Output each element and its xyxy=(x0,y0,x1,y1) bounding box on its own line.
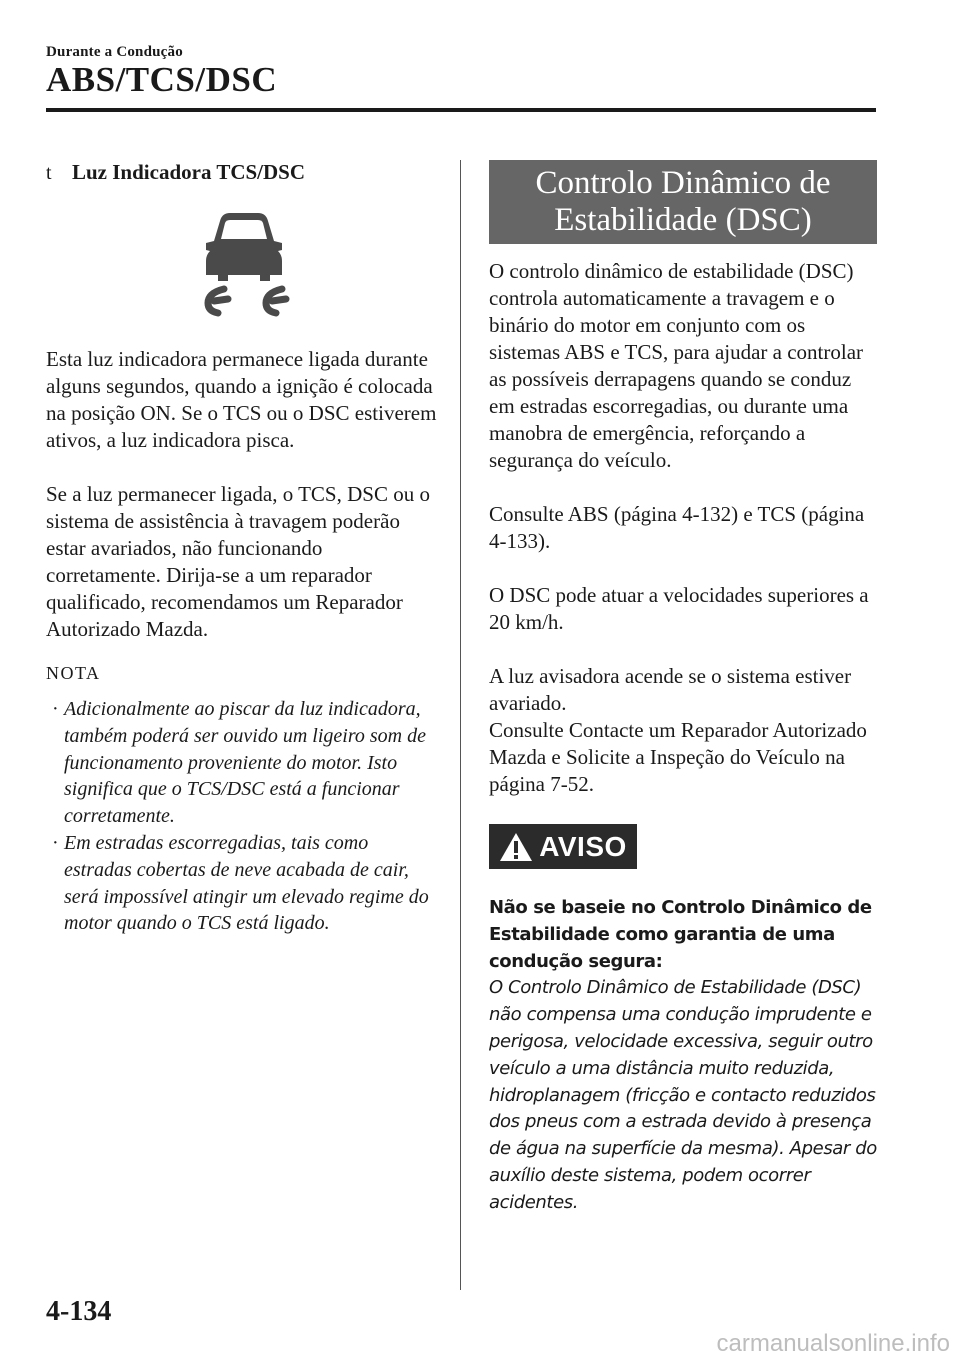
note-text-1: Adicionalmente ao piscar da luz indicadora, também poderá ser ouvido um ligeiro som de funcionamento proveniente do motor. Isto significa que o TCS/DSC está a funcionar corretamente. xyxy=(64,698,426,828)
warning-text xyxy=(489,895,881,1217)
indicator-heading-text: Luz Indicadora TCS/DSC xyxy=(72,160,306,184)
dsc-paragraph-1: O controlo dinâmico de estabilidade (DSC) controla automaticamente a travagem e o binário do motor em conjunto com os sistemas ABS e TCS, para ajudar a controlar as possíveis derrapagens quando se conduz em estradas escorregadias, ou durante uma manobra de emergência, reforçando a segurança do veículo. xyxy=(489,259,864,472)
warning-label: AVISO xyxy=(539,830,627,862)
dsc-title-box xyxy=(489,160,877,244)
left-column xyxy=(46,160,441,937)
dsc-paragraph-5: Consulte Contacte um Reparador Autorizado Mazda e Solicite a Inspeção do Veículo na página 7-52. xyxy=(489,718,867,796)
note-list xyxy=(46,696,441,937)
note-title: NOTA xyxy=(46,663,101,683)
watermark: carmanualsonline.info xyxy=(716,1330,950,1357)
section-label: Durante a Condução xyxy=(46,44,183,60)
indicator-heading xyxy=(46,160,441,185)
dsc-title-line-1: Controlo Dinâmico de xyxy=(535,165,831,201)
warning-bold-text: Não se baseie no Controlo Dinâmico de Estabilidade como garantia de uma condução segura: xyxy=(489,897,872,972)
note-text-2: Em estradas escorregadias, tais como estradas cobertas de neve acabada de cair, será impossível atingir um elevado regime do motor quando o TCS está ligado. xyxy=(64,831,429,935)
chapter-title: ABS/TCS/DSC xyxy=(46,60,278,99)
indicator-paragraph-1: Esta luz indicadora permanece ligada durante alguns segundos, quando a ignição é colocada na posição ON. Se o TCS ou o DSC estiverem ativos, a luz indicadora pisca. xyxy=(46,347,437,452)
warning-triangle-icon xyxy=(499,832,533,862)
header-rule xyxy=(46,108,876,112)
note-item xyxy=(46,830,441,937)
column-divider xyxy=(460,160,461,1290)
dsc-paragraph-2: Consulte ABS (página 4-132) e TCS (página 4-133). xyxy=(489,502,865,553)
page-number: 4-134 xyxy=(46,1296,112,1327)
dsc-title-line-2: Estabilidade (DSC) xyxy=(554,202,812,238)
note-item xyxy=(46,696,441,830)
warning-badge xyxy=(489,824,637,869)
dsc-paragraph-3: O DSC pode atuar a velocidades superiores a 20 km/h. xyxy=(489,583,869,634)
dsc-paragraph-4: A luz avisadora acende se o sistema estiver avariado. xyxy=(489,664,852,715)
indicator-paragraph-2: Se a luz permanecer ligada, o TCS, DSC ou o sistema de assistência à travagem poderão estar avariados, não funcionando corretamente. Dirija-se a um reparador qualificado, recomendamos um Reparador Autorizado Mazda. xyxy=(46,482,430,641)
heading-marker: t xyxy=(46,162,52,184)
bullet-icon: · xyxy=(52,831,59,854)
tcs-dsc-indicator-icon xyxy=(194,207,294,322)
bullet-icon: · xyxy=(52,698,59,720)
warning-body-text: O Controlo Dinâmico de Estabilidade (DSC) não compensa uma condução imprudente e perigosa, velocidade excessiva, seguir outro veículo a uma distância muito reduzida, hidroplanagem (fricção e contacto reduzidos dos pneus com a estrada devido à presença de água na superfície da mesma). Apesar do auxílio deste sistema, podem ocorrer acidentes. xyxy=(489,977,877,1213)
right-column xyxy=(489,160,881,1217)
